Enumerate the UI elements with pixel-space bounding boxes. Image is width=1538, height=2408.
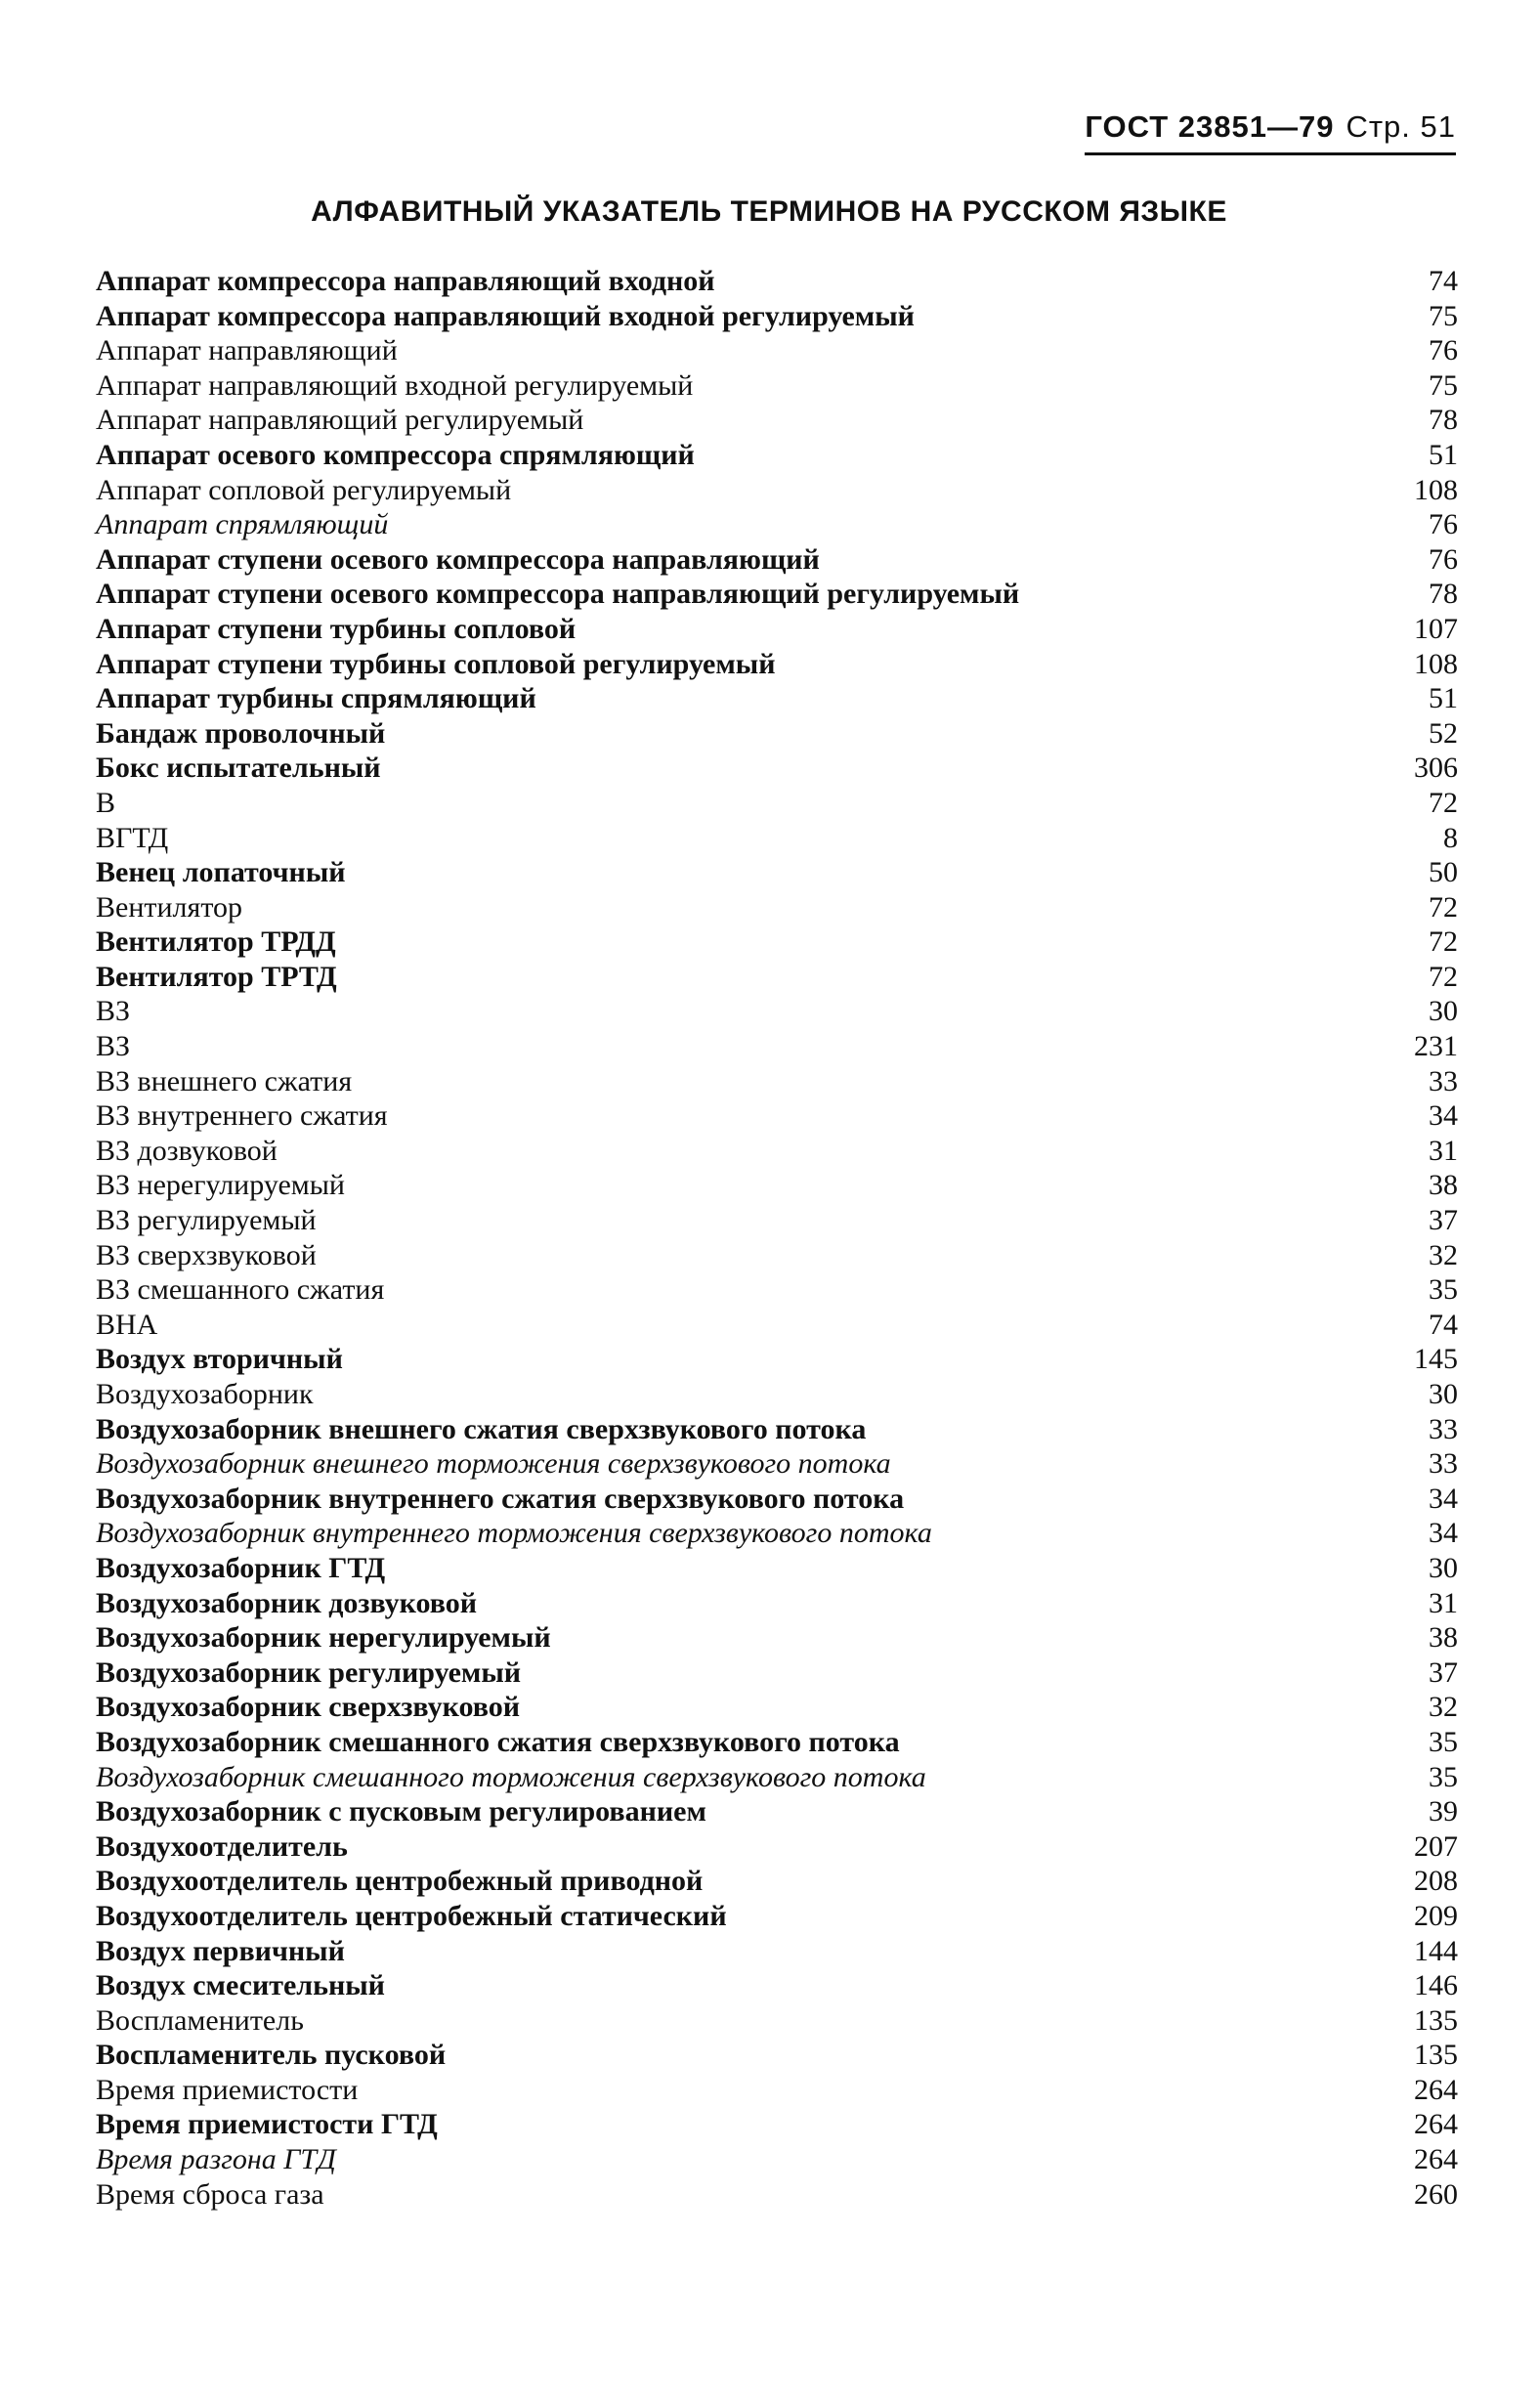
index-page-number: 76 (1429, 508, 1458, 541)
index-entry (80, 751, 1458, 786)
index-page-number: 209 (1414, 1899, 1458, 1932)
index-entry (80, 299, 1458, 334)
index-term: Аппарат турбины спрямляющий (96, 682, 536, 715)
index-title: АЛФАВИТНЫЙ УКАЗАТЕЛЬ ТЕРМИНОВ НА РУССКОМ ЯЗЫКЕ (311, 195, 1227, 228)
index-entry (80, 1899, 1458, 1934)
index-term: Воздухозаборник нерегулируемый (96, 1621, 551, 1655)
index-entry (80, 1098, 1458, 1134)
index-entry (80, 1203, 1458, 1238)
index-term: Аппарат ступени осевого компрессора направляющий регулируемый (96, 578, 1020, 611)
index-term: ВНА (96, 1308, 158, 1341)
index-term: ВЗ регулируемый (96, 1204, 317, 1237)
index-page-number: 78 (1429, 578, 1458, 611)
index-entry (80, 2038, 1458, 2073)
index-page-number: 31 (1429, 1586, 1458, 1619)
index-entry (80, 2107, 1458, 2142)
index-page-number: 30 (1429, 995, 1458, 1028)
index-entry (80, 473, 1458, 508)
index-term: ВЗ (96, 995, 131, 1028)
index-entry (80, 1829, 1458, 1865)
index-page-number: 39 (1429, 1795, 1458, 1828)
index-page-number: 51 (1429, 682, 1458, 715)
index-entry (80, 1760, 1458, 1795)
index-page-number: 74 (1429, 265, 1458, 297)
index-term: Воздух первичный (96, 1934, 345, 1967)
index-page-number: 264 (1414, 2143, 1458, 2176)
index-entry (80, 1690, 1458, 1725)
index-term: Воздухоотделитель (96, 1829, 348, 1863)
index-term: ВГТД (96, 821, 169, 854)
index-term: Бандаж проволочный (96, 716, 386, 750)
index-entry (80, 716, 1458, 752)
index-term: Аппарат спрямляющий (96, 508, 389, 541)
index-entry (80, 1586, 1458, 1621)
index-entry (80, 1308, 1458, 1343)
index-term: Воздухозаборник внешнего торможения сверхзвукового потока (96, 1447, 891, 1481)
index-term: Вентилятор ТРДД (96, 925, 336, 959)
index-page-number: 72 (1429, 925, 1458, 959)
index-page-number: 72 (1429, 960, 1458, 993)
index-entry (80, 1342, 1458, 1377)
index-term: Аппарат сопловой регулируемый (96, 473, 512, 506)
index-entry (80, 1377, 1458, 1412)
index-term: Аппарат компрессора направляющий входной (96, 265, 715, 297)
index-term: ВЗ нерегулируемый (96, 1169, 345, 1202)
index-entry (80, 1516, 1458, 1551)
index-entry (80, 333, 1458, 368)
index-term: Воздухоотделитель центробежный приводной (96, 1865, 704, 1898)
index-page-number: 38 (1429, 1169, 1458, 1202)
index-page-number: 37 (1429, 1656, 1458, 1689)
index-term: Воздухозаборник дозвуковой (96, 1586, 478, 1619)
index-page-number: 30 (1429, 1551, 1458, 1584)
index-page-number: 35 (1429, 1273, 1458, 1307)
index-page-number: 146 (1414, 1969, 1458, 2002)
index-term: Воздухозаборник внутреннего торможения сверхзвукового потока (96, 1517, 932, 1550)
index-term: Аппарат ступени турбины сопловой (96, 612, 577, 645)
index-page-number: 78 (1429, 404, 1458, 437)
index-term: В (96, 786, 116, 819)
index-page-number: 72 (1429, 890, 1458, 924)
index-page-number: 72 (1429, 786, 1458, 819)
index-entry (80, 1968, 1458, 2003)
index-term: ВЗ дозвуковой (96, 1134, 278, 1167)
index-entry (80, 1238, 1458, 1273)
index-page-number: 51 (1429, 438, 1458, 471)
index-page-number: 107 (1414, 612, 1458, 645)
index-page-number: 34 (1429, 1517, 1458, 1550)
index-term: Бокс испытательный (96, 752, 381, 785)
index-entry (80, 647, 1458, 682)
index-entry (80, 577, 1458, 612)
index-entry (80, 507, 1458, 542)
index-page-number: 8 (1443, 821, 1458, 854)
index-entry (80, 855, 1458, 890)
index-entry (80, 924, 1458, 960)
index-term: Аппарат осевого компрессора спрямляющий (96, 438, 695, 471)
index-page-number: 75 (1429, 368, 1458, 402)
index-entry (80, 994, 1458, 1029)
index-entry (80, 1412, 1458, 1447)
index-page-number: 207 (1414, 1829, 1458, 1863)
index-term: Вентилятор (96, 890, 243, 924)
index-entry (80, 1620, 1458, 1656)
index-term: Воздух вторичный (96, 1343, 343, 1376)
index-entry (80, 368, 1458, 404)
index-entry (80, 403, 1458, 438)
index-term: Аппарат ступени турбины сопловой регулируемый (96, 647, 776, 680)
index-page-number: 260 (1414, 2177, 1458, 2211)
index-entry (80, 612, 1458, 647)
index-term: Воздухоотделитель центробежный статический (96, 1899, 727, 1932)
index-term: Воздухозаборник (96, 1378, 314, 1410)
index-entry (80, 438, 1458, 473)
index-page-number: 74 (1429, 1308, 1458, 1341)
index-entry (80, 1064, 1458, 1099)
index-entry (80, 2177, 1458, 2213)
index-page-number: 52 (1429, 716, 1458, 750)
index-page-number: 75 (1429, 299, 1458, 332)
index-page-number: 50 (1429, 856, 1458, 889)
index-page-number: 30 (1429, 1378, 1458, 1410)
index-page-number: 264 (1414, 2108, 1458, 2141)
index-term: ВЗ смешанного сжатия (96, 1273, 385, 1307)
index-entry (80, 2142, 1458, 2177)
index-term: Время сброса газа (96, 2177, 324, 2211)
index-entry (80, 1656, 1458, 1691)
index-page-number: 145 (1414, 1343, 1458, 1376)
index-page-number: 144 (1414, 1934, 1458, 1967)
index-term: Венец лопаточный (96, 856, 346, 889)
index-term: Воспламенитель пусковой (96, 2039, 447, 2072)
index-page-number: 32 (1429, 1691, 1458, 1724)
index-page-number: 108 (1414, 647, 1458, 680)
index-page-number: 76 (1429, 334, 1458, 367)
index-entry (80, 1482, 1458, 1517)
index-entry (80, 786, 1458, 821)
index-term: Время приемистости (96, 2073, 359, 2106)
index-entry (80, 542, 1458, 578)
term-index-list (80, 264, 1458, 2212)
index-term: Воздухозаборник смешанного сжатия сверхзвукового потока (96, 1725, 900, 1758)
index-term: Время приемистости ГТД (96, 2108, 438, 2141)
index-page-number: 34 (1429, 1482, 1458, 1515)
index-entry (80, 1272, 1458, 1308)
index-entry (80, 1168, 1458, 1203)
index-page-number: 33 (1429, 1412, 1458, 1445)
index-page-number: 33 (1429, 1447, 1458, 1481)
index-page-number: 38 (1429, 1621, 1458, 1655)
index-entry (80, 1551, 1458, 1586)
index-page-number: 208 (1414, 1865, 1458, 1898)
index-term: Воздухозаборник регулируемый (96, 1656, 522, 1689)
index-term: ВЗ внутреннего сжатия (96, 1099, 388, 1133)
index-entry (80, 1134, 1458, 1169)
index-entry (80, 1029, 1458, 1064)
index-page-number: 32 (1429, 1238, 1458, 1271)
page-header (1085, 109, 1456, 155)
index-page-number: 108 (1414, 473, 1458, 506)
index-term: Воздухозаборник с пусковым регулированием (96, 1795, 706, 1828)
index-entry (80, 2003, 1458, 2039)
index-page-number: 231 (1414, 1030, 1458, 1063)
index-term: Время разгона ГТД (96, 2143, 336, 2176)
index-term: Воздухозаборник внешнего сжатия сверхзвукового потока (96, 1412, 867, 1445)
index-page-number: 31 (1429, 1134, 1458, 1167)
index-page-number: 76 (1429, 542, 1458, 576)
index-page-number: 264 (1414, 2073, 1458, 2106)
index-entry (80, 681, 1458, 716)
index-entry (80, 264, 1458, 299)
index-term: Воздухозаборник сверхзвуковой (96, 1691, 521, 1724)
standard-number: ГОСТ 23851—79 (1085, 109, 1335, 144)
index-page-number: 35 (1429, 1725, 1458, 1758)
index-term: Воздухозаборник смешанного торможения сверхзвукового потока (96, 1760, 926, 1793)
page-number: Стр. 51 (1346, 109, 1456, 144)
index-term: Воздухозаборник внутреннего сжатия сверхзвукового потока (96, 1482, 905, 1515)
index-entry (80, 821, 1458, 856)
index-term: Воздух смесительный (96, 1969, 385, 2002)
index-term: Воздухозаборник ГТД (96, 1551, 386, 1584)
index-entry (80, 960, 1458, 995)
index-entry (80, 1934, 1458, 1969)
index-term: Аппарат ступени осевого компрессора направляющий (96, 542, 820, 576)
index-entry (80, 2073, 1458, 2108)
index-entry (80, 1446, 1458, 1482)
index-term: Аппарат направляющий регулируемый (96, 404, 584, 437)
index-entry (80, 1725, 1458, 1760)
index-entry (80, 1864, 1458, 1899)
index-term: ВЗ (96, 1030, 131, 1063)
index-page-number: 34 (1429, 1099, 1458, 1133)
index-term: Аппарат направляющий (96, 334, 398, 367)
index-page-number: 37 (1429, 1204, 1458, 1237)
index-term: Аппарат направляющий входной регулируемый (96, 368, 694, 402)
index-page-number: 35 (1429, 1760, 1458, 1793)
index-page-number: 306 (1414, 752, 1458, 785)
index-term: ВЗ внешнего сжатия (96, 1064, 353, 1097)
index-term: Аппарат компрессора направляющий входной регулируемый (96, 299, 915, 332)
index-entry (80, 1794, 1458, 1829)
index-page-number: 135 (1414, 2039, 1458, 2072)
index-entry (80, 890, 1458, 925)
index-page-number: 33 (1429, 1064, 1458, 1097)
index-term: Воспламенитель (96, 2003, 304, 2037)
index-term: Вентилятор ТРТД (96, 960, 337, 993)
index-page-number: 135 (1414, 2003, 1458, 2037)
index-term: ВЗ сверхзвуковой (96, 1238, 317, 1271)
